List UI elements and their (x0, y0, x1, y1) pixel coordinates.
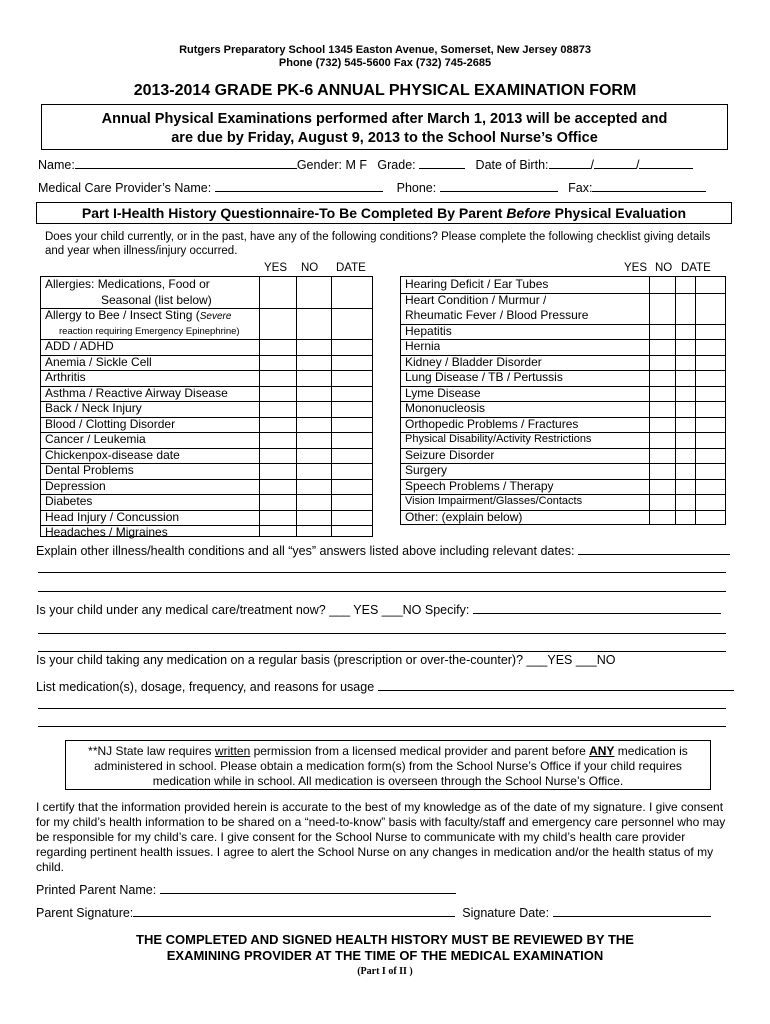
left-condition-label: Anemia / Sickle Cell (45, 354, 152, 369)
left-condition-label (45, 308, 231, 325)
dob-label: Date of Birth: (475, 158, 549, 172)
right-yes-cell[interactable] (649, 417, 675, 433)
care-label: Is your child under any medical care/treatment now? ___ YES ___NO Specify: (36, 603, 470, 617)
left-no-cell[interactable] (296, 355, 331, 371)
right-no-cell[interactable] (675, 510, 695, 526)
left-col-divider (331, 277, 332, 536)
explain-label: Explain other illness/health conditions and all “yes” answers listed above including relevant dates: (36, 544, 575, 558)
left-date-cell[interactable] (331, 417, 372, 433)
right-condition-label: Seizure Disorder (405, 447, 495, 462)
right-col-no: NO (655, 262, 673, 274)
school-address: Rutgers Preparatory School 1345 Easton Avenue, Somerset, New Jersey 08873 (179, 44, 591, 56)
left-col-divider (259, 277, 260, 536)
right-condition-label: Surgery (405, 463, 448, 477)
left-condition-label: Depression (45, 478, 106, 493)
med-list-row (36, 679, 734, 694)
care-line-1[interactable] (38, 633, 726, 634)
left-condition-label: ADD / ADHD (45, 339, 114, 353)
name-field[interactable] (75, 157, 297, 169)
explain-line-2[interactable] (38, 591, 726, 592)
right-yes-cell[interactable] (649, 479, 675, 495)
fax-label: Fax: (568, 181, 593, 195)
right-no-cell[interactable] (675, 401, 695, 417)
left-no-cell[interactable] (296, 277, 331, 308)
fax-field[interactable] (592, 180, 706, 192)
left-yes-cell[interactable] (259, 494, 296, 510)
med-list-line-2[interactable] (38, 726, 726, 727)
law-written: written (214, 744, 251, 758)
right-yes-cell[interactable] (649, 386, 675, 402)
left-yes-cell[interactable] (259, 448, 296, 464)
right-no-cell[interactable] (675, 432, 695, 448)
school-phone: Phone (732) 545-5600 Fax (732) 745-2685 (278, 57, 492, 69)
right-date-cell[interactable] (695, 355, 725, 371)
footer-line-2: EXAMINING PROVIDER AT THE TIME OF THE MEDICAL EXAMINATION (166, 948, 604, 963)
part-number: (Part I of II ) (357, 966, 413, 977)
left-condition-label: reaction requiring Emergency Epinephrine) (59, 325, 240, 337)
left-no-cell[interactable] (296, 510, 331, 526)
left-no-cell[interactable] (296, 463, 331, 479)
right-condition-label: Other: (explain below) (405, 509, 523, 524)
medication-row: Is your child taking any medication on a regular basis (prescription or over-the-counter)? ___YES ___NO (36, 653, 616, 667)
law-post: medication is administered in school. Please obtain a medication form(s) from the School Nurse’s Office if your child requires medication while in school. All medication is overseen through the School Nurse’s Office. (94, 744, 688, 788)
signature-date-label: Signature Date: (462, 906, 550, 920)
notice-line-2: are due by Friday, August 9, 2013 to the School Nurse’s Office (171, 130, 598, 146)
gender-label: Gender: M F (296, 158, 367, 172)
right-yes-cell[interactable] (649, 494, 675, 510)
left-condition-label: Headaches / Migraines (45, 525, 168, 539)
right-date-cell[interactable] (695, 386, 725, 402)
right-no-cell[interactable] (675, 339, 695, 355)
dob-sep-2: / (635, 158, 640, 172)
left-no-cell[interactable] (296, 370, 331, 386)
right-date-cell[interactable] (695, 479, 725, 495)
left-date-cell[interactable] (331, 525, 372, 541)
right-date-cell[interactable] (695, 293, 725, 324)
right-condition-label: Heart Condition / Murmur / (405, 292, 547, 307)
right-date-cell[interactable] (695, 448, 725, 464)
right-col-divider (649, 277, 650, 524)
left-condition-label: Head Injury / Concussion (45, 509, 180, 524)
left-no-cell[interactable] (296, 479, 331, 495)
part-1-heading-a: Part I-Health History Questionnaire-To Be Completed By Parent (81, 205, 507, 221)
right-date-cell[interactable] (695, 401, 725, 417)
right-no-cell[interactable] (675, 324, 695, 340)
signature-field[interactable] (133, 905, 455, 917)
left-date-cell[interactable] (331, 355, 372, 371)
left-date-cell[interactable] (331, 386, 372, 402)
footer-line-1: THE COMPLETED AND SIGNED HEALTH HISTORY MUST BE REVIEWED BY THE (136, 932, 634, 947)
left-yes-cell[interactable] (259, 339, 296, 355)
left-condition-label: Chickenpox-disease date (45, 447, 180, 462)
left-date-cell[interactable] (331, 401, 372, 417)
right-no-cell[interactable] (675, 479, 695, 495)
printed-name-row (36, 882, 456, 897)
right-date-cell[interactable] (695, 510, 725, 526)
med-list-line-1[interactable] (38, 708, 726, 709)
signature-row (36, 905, 711, 920)
left-condition-text: Allergy to Bee / Insect Sting ( (45, 308, 200, 322)
phone-field[interactable] (440, 180, 558, 192)
left-date-cell[interactable] (331, 448, 372, 464)
left-no-cell[interactable] (296, 525, 331, 541)
left-date-cell[interactable] (331, 308, 372, 339)
right-condition-label: Hearing Deficit / Ear Tubes (405, 277, 549, 291)
right-yes-cell[interactable] (649, 510, 675, 526)
right-condition-label: Orthopedic Problems / Fractures (405, 416, 579, 431)
med-list-label: List medication(s), dosage, frequency, and reasons for usage (36, 680, 375, 694)
left-yes-cell[interactable] (259, 510, 296, 526)
left-condition-label: Diabetes (45, 494, 93, 508)
left-col-divider (296, 277, 297, 536)
conditions-question: Does your child currently, or in the past, have any of the following conditions? Please complete the following checklist giving details and year when illness/injury occurred. (45, 231, 711, 257)
left-condition-label: Arthritis (45, 370, 86, 384)
right-col-yes: YES (624, 262, 648, 274)
form-title: 2013-2014 GRADE PK-6 ANNUAL PHYSICAL EXAMINATION FORM (133, 82, 637, 99)
right-date-cell[interactable] (695, 339, 725, 355)
left-yes-cell[interactable] (259, 370, 296, 386)
right-condition-label: Mononucleosis (405, 401, 486, 415)
left-no-cell[interactable] (296, 386, 331, 402)
left-condition-label: Dental Problems (45, 463, 134, 477)
dob-sep-1: / (590, 158, 594, 172)
med-list-field[interactable] (378, 679, 734, 691)
left-condition-label: Blood / Clotting Disorder (45, 416, 176, 431)
right-no-cell[interactable] (675, 494, 695, 510)
name-label: Name: (38, 158, 75, 172)
left-yes-cell[interactable] (259, 308, 296, 339)
right-yes-cell[interactable] (649, 355, 675, 371)
right-date-cell[interactable] (695, 494, 725, 510)
right-yes-cell[interactable] (649, 401, 675, 417)
left-condition-label: Allergies: Medications, Food or (45, 277, 210, 291)
right-yes-cell[interactable] (649, 324, 675, 340)
grade-label: Grade: (377, 158, 416, 172)
left-date-cell[interactable] (331, 339, 372, 355)
left-yes-cell[interactable] (259, 463, 296, 479)
right-condition-label: Hernia (405, 339, 441, 353)
left-yes-cell[interactable] (259, 432, 296, 448)
dob-year-field[interactable] (639, 157, 693, 169)
right-conditions-table (400, 276, 726, 525)
left-col-no: NO (301, 262, 319, 274)
right-no-cell[interactable] (675, 417, 695, 433)
left-condition-severe: Severe (199, 311, 232, 322)
left-no-cell[interactable] (296, 339, 331, 355)
right-condition-label: Rheumatic Fever / Blood Pressure (405, 308, 589, 322)
provider-field[interactable] (215, 180, 383, 192)
left-no-cell[interactable] (296, 308, 331, 339)
grade-field[interactable] (419, 157, 465, 169)
left-date-cell[interactable] (331, 432, 372, 448)
right-yes-cell[interactable] (649, 448, 675, 464)
left-col-date: DATE (336, 262, 366, 274)
right-condition-label: Physical Disability/Activity Restrictions (405, 433, 592, 445)
left-date-cell[interactable] (331, 510, 372, 526)
left-yes-cell[interactable] (259, 401, 296, 417)
right-yes-cell[interactable] (649, 463, 675, 479)
left-condition-label: Seasonal (list below) (101, 292, 212, 307)
left-yes-cell[interactable] (259, 417, 296, 433)
left-condition-label: Asthma / Reactive Airway Disease (45, 385, 228, 400)
left-yes-cell[interactable] (259, 277, 296, 308)
left-yes-cell[interactable] (259, 525, 296, 541)
left-conditions-table (40, 276, 373, 537)
left-date-cell[interactable] (331, 463, 372, 479)
right-yes-cell[interactable] (649, 339, 675, 355)
right-no-cell[interactable] (675, 463, 695, 479)
left-yes-cell[interactable] (259, 386, 296, 402)
signature-date-field[interactable] (553, 905, 711, 917)
right-date-cell[interactable] (695, 370, 725, 386)
right-date-cell[interactable] (695, 463, 725, 479)
explain-field[interactable] (578, 543, 730, 555)
left-yes-cell[interactable] (259, 479, 296, 495)
part-1-heading-em: Before (506, 205, 551, 221)
law-pre: **NJ State law requires (88, 744, 215, 758)
left-condition-label: Cancer / Leukemia (45, 432, 146, 446)
dob-day-field[interactable] (594, 157, 636, 169)
provider-label: Medical Care Provider’s Name: (38, 181, 212, 195)
right-no-cell[interactable] (675, 448, 695, 464)
care-specify-field[interactable] (473, 602, 721, 614)
left-condition-label: Back / Neck Injury (45, 401, 142, 415)
printed-name-field[interactable] (160, 882, 456, 894)
right-condition-label: Lung Disease / TB / Pertussis (405, 370, 563, 384)
certification-text: I certify that the information provided herein is accurate to the best of my knowledge as of the date of my signature. I give consent for my child’s health information to be shared on a “need-to-know” basis with faculty/staff and emergency care personnel who may be responsible for my child’s care. I give consent for the School Nurse to communicate with my child’s health care provider regarding pertinent health issues. I agree to alert the School Nurse on any changes in medication and/or the health status of my child. (36, 800, 726, 874)
left-no-cell[interactable] (296, 432, 331, 448)
right-date-cell[interactable] (695, 417, 725, 433)
left-no-cell[interactable] (296, 417, 331, 433)
signature-label: Parent Signature: (36, 906, 134, 920)
left-col-yes: YES (264, 262, 288, 274)
provider-row (38, 180, 706, 195)
right-no-cell[interactable] (675, 355, 695, 371)
right-yes-cell[interactable] (649, 277, 675, 293)
right-condition-label: Speech Problems / Therapy (405, 478, 554, 493)
notice-box (41, 104, 728, 150)
left-no-cell[interactable] (296, 494, 331, 510)
nj-law-notice (65, 740, 711, 790)
right-condition-label: Vision Impairment/Glasses/Contacts (405, 495, 583, 507)
name-row (38, 157, 693, 172)
left-date-cell[interactable] (331, 494, 372, 510)
left-no-cell[interactable] (296, 448, 331, 464)
right-condition-label: Lyme Disease (405, 385, 481, 400)
left-yes-cell[interactable] (259, 355, 296, 371)
right-no-cell[interactable] (675, 370, 695, 386)
right-no-cell[interactable] (675, 386, 695, 402)
right-condition-label: Kidney / Bladder Disorder (405, 354, 542, 369)
part-1-heading (36, 202, 732, 224)
right-col-divider (695, 277, 696, 524)
right-yes-cell[interactable] (649, 370, 675, 386)
law-any: ANY (589, 744, 615, 758)
right-col-divider (675, 277, 676, 524)
notice-line-1: Annual Physical Examinations performed after March 1, 2013 will be accepted and (101, 111, 668, 127)
dob-month-field[interactable] (549, 157, 591, 169)
left-date-cell[interactable] (331, 277, 372, 308)
right-col-date: DATE (681, 262, 711, 274)
right-yes-cell[interactable] (649, 293, 675, 324)
phone-label: Phone: (396, 181, 437, 195)
right-no-cell[interactable] (675, 293, 695, 324)
explain-row (36, 543, 730, 558)
care-row (36, 602, 721, 617)
left-date-cell[interactable] (331, 370, 372, 386)
right-date-cell[interactable] (695, 432, 725, 448)
right-date-cell[interactable] (695, 277, 725, 293)
left-no-cell[interactable] (296, 401, 331, 417)
right-date-cell[interactable] (695, 324, 725, 340)
right-no-cell[interactable] (675, 277, 695, 293)
part-1-heading-b: Physical Evaluation (550, 205, 687, 221)
left-date-cell[interactable] (331, 479, 372, 495)
law-mid: permission from a licensed medical provider and parent before (250, 744, 590, 758)
right-yes-cell[interactable] (649, 432, 675, 448)
right-condition-label: Hepatitis (405, 323, 452, 338)
care-line-2[interactable] (38, 651, 726, 652)
printed-name-label: Printed Parent Name: (36, 883, 157, 897)
explain-line-1[interactable] (38, 572, 726, 573)
